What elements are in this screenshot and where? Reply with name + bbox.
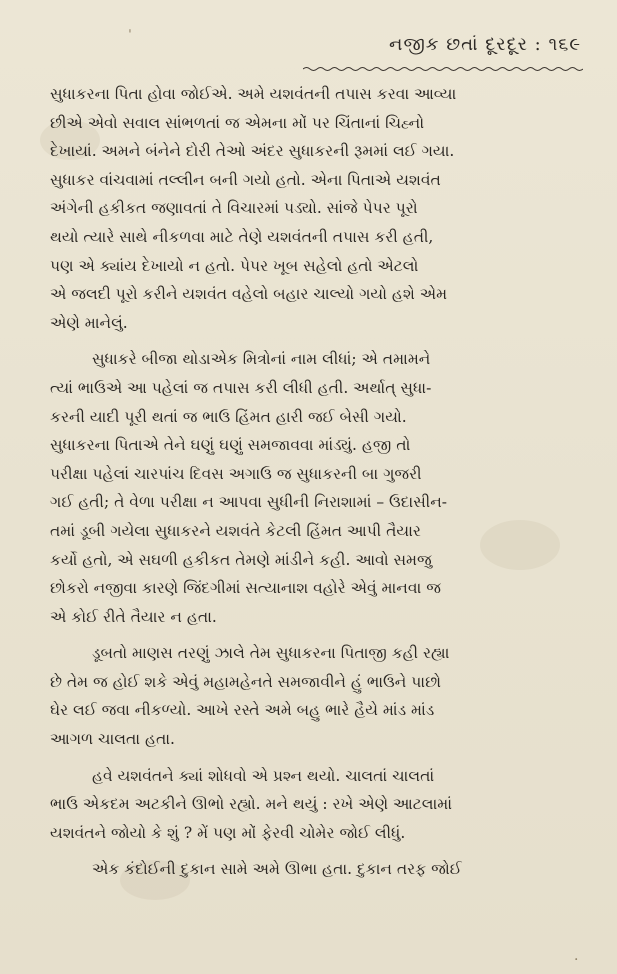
- text-line: અંગેની હકીકત જણાવતાં તે વિચારમાં પડ્યો. સાંજે પેપર પૂરો: [50, 199, 418, 218]
- text-line: પણ એ ક્યાંય દેખાયો ન હતો. પેપર ખૂબ સહેલો હતો એટલો: [50, 256, 419, 275]
- print-speck: ·: [574, 952, 579, 968]
- text-line: તમાં ડૂબી ગયેલા સુધાકરને યશવંતે કેટલી હિંમત આપી તૈયાર: [50, 521, 421, 540]
- text-line: કરની યાદી પૂરી થતાં જ ભાઉ હિંમત હારી જઈ બેસી ગયો.: [50, 407, 407, 426]
- text-line: યશવંતને જોયો કે શું ? મેં પણ મોં ફેરવી ચોમેર જોઈ લીધું.: [50, 823, 406, 842]
- text-line: સુધાકરના પિતાએ તેને ઘણું ઘણું સમજાવવા માંડ્યું. હજી તો: [50, 436, 411, 455]
- paragraph: [50, 762, 588, 848]
- text-line: કર્યો હતો, એ સઘળી હકીકત તેમણે માંડીને કહી. આવો સમજુ: [50, 550, 432, 569]
- text-line: સુધાકરે બીજા થોડાએક મિત્રોનાં નામ લીધાં; એ તમામને: [92, 350, 431, 369]
- text-line: સુધાકરના પિતા હોવા જોઈએ. અમે યશવંતની તપાસ કરવા આવ્યા: [50, 85, 457, 103]
- paragraph: [50, 639, 588, 753]
- paragraph: [50, 80, 588, 337]
- text-line: આગળ ચાલતા હતા.: [50, 730, 175, 749]
- text-line: ડૂબતો માણસ તરણું ઝાલે તેમ સુધાકરના પિતાજી કહી રહ્યા: [92, 644, 450, 663]
- text-line: ભાઉ એકદમ અટકીને ઊભો રહ્યો. મને થયું : રખે એણે આટલામાં: [50, 795, 453, 814]
- text-line: સુધાકર વાંચવામાં તલ્લીન બની ગયો હતો. એના પિતાએ યશવંત: [50, 170, 441, 189]
- text-line: એક કંદોઈની દુકાન સામે અમે ઊભા હતા. દુકાન તરફ જોઈ: [92, 860, 462, 879]
- text-line: છોકરો નજીવા કારણે જિંદગીમાં સત્યાનાશ વહોરે એવું માનવા જ: [50, 579, 441, 598]
- text-line: પરીક્ષા પહેલાં ચારપાંચ દિવસ અગાઉ જ સુધાકરની બા ગુજરી: [50, 464, 422, 483]
- text-line: હવે યશવંતને ક્યાં શોધવો એ પ્રશ્ન થયો. ચાલતાં ચાલતાં: [92, 766, 435, 785]
- text-line: દેખાયાં. અમને બંનેને દોરી તેઓ અંદર સુધાકરની રૂમમાં લઈ ગયા.: [50, 142, 455, 161]
- header-wavy-rule: [303, 66, 583, 72]
- text-line: એ જલદી પૂરો કરીને યશવંત વહેલો બહાર ચાલ્યો ગયો હશે એમ: [50, 285, 448, 304]
- paragraph: [50, 345, 588, 631]
- text-line: છે તેમ જ હોઈ શકે એવું મહામહેનતે સમજાવીને હું ભાઉને પાછો: [50, 672, 441, 691]
- text-line: છીએ એવો સવાલ સાંભળતાં જ એમના મોં પર ચિંતાનાં ચિહ્નો: [50, 113, 425, 132]
- running-header: નજીક છતાં દૂરદૂર : ૧૬૯: [389, 34, 581, 55]
- text-line: એણે માનેલું.: [50, 313, 128, 332]
- text-line: ઘેર લઈ જવા નીકળ્યો. આખે રસ્તે અમે બહુ ભારે હૈયે માંડ માંડ: [50, 701, 435, 720]
- paragraph: [50, 855, 588, 884]
- text-line: થયો ત્યારે સાથે નીકળવા માટે તેણે યશવંતની તપાસ કરી હતી,: [50, 227, 434, 246]
- print-speck: ˈ: [128, 28, 132, 44]
- page-body-text: [50, 80, 588, 960]
- text-line: ત્યાં ભાઉએ આ પહેલાં જ તપાસ કરી લીધી હતી. અર્થાત્ સુધા-: [50, 378, 432, 397]
- text-line: ગઈ હતી; તે વેળા પરીક્ષા ન આપવા સુધીની નિરાશામાં – ઉદાસીન-: [50, 493, 447, 512]
- text-line: એ કોઈ રીતે તૈયાર ન હતા.: [50, 607, 217, 626]
